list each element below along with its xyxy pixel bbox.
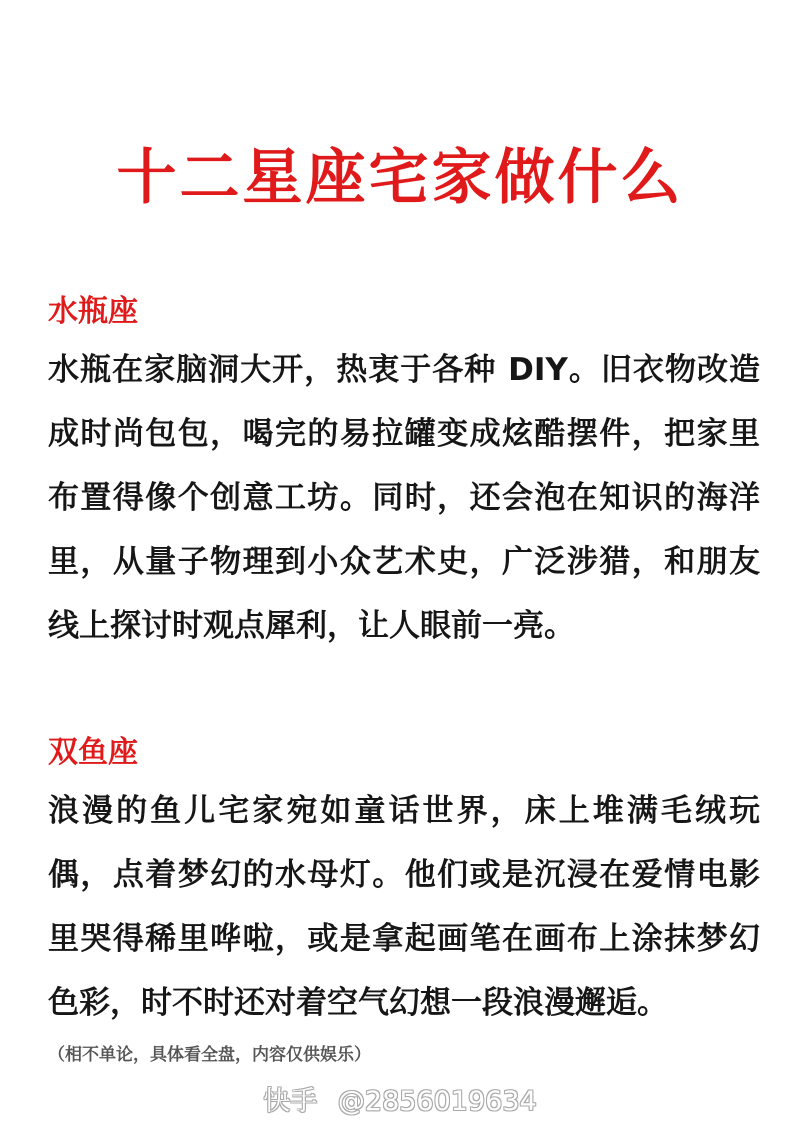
disclaimer-note: （相不单论，具体看全盘，内容仅供娱乐）: [48, 1045, 371, 1065]
watermark: [0, 1082, 800, 1122]
section-heading-pisces: 双鱼座: [48, 735, 138, 770]
page-title: 十二星座宅家做什么: [116, 143, 684, 213]
section-pisces: [48, 729, 760, 1035]
watermark-handle: @2856019634: [337, 1086, 537, 1117]
section-text-pisces: 浪漫的鱼儿宅家宛如童话世界，床上堆满毛绒玩偶，点着梦幻的水母灯。他们或是沉浸在爱情电影里哭得稀里哗啦，或是拿起画笔在画布上涂抹梦幻色彩，时不时还对着空气幻想一段浪漫邂逅。: [48, 793, 760, 1021]
section-heading-aquarius: 水瓶座: [48, 294, 138, 329]
section-text-aquarius: 水瓶在家脑洞大开，热衷于各种 DIY。旧衣物改造成时尚包包，喝完的易拉罐变成炫酷摆件，把家里布置得像个创意工坊。同时，还会泡在知识的海洋里，从量子物理到小众艺术史，广泛涉猎，和朋友线上探讨时观点犀利，让人眼前一亮。: [48, 352, 760, 644]
section-aquarius: [48, 288, 760, 658]
watermark-brand: 快手: [263, 1086, 318, 1117]
